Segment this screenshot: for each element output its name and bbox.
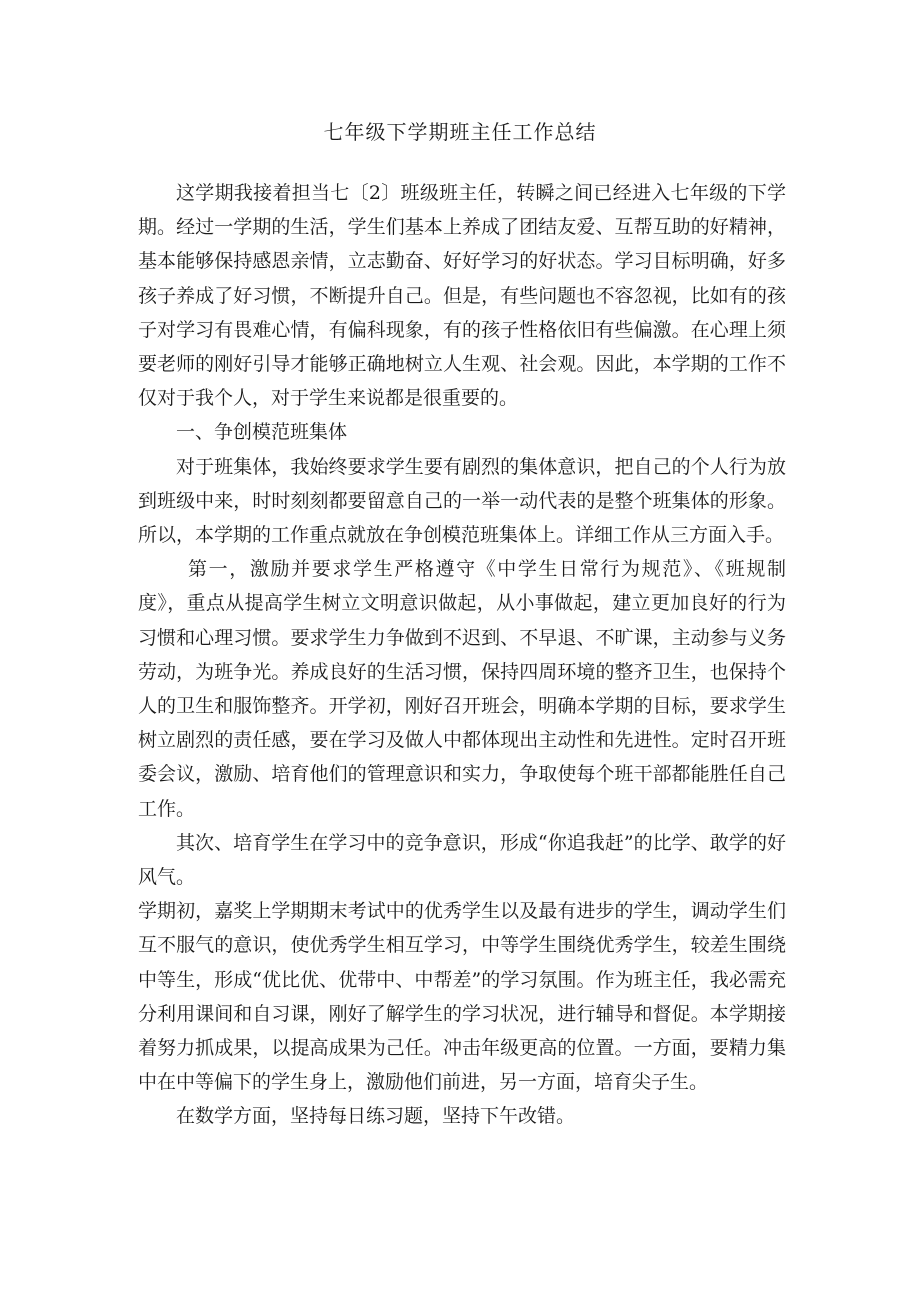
document-title: 七年级下学期班主任工作总结 (323, 120, 597, 144)
section-heading-1: 一、争创模范班集体 (176, 421, 348, 444)
paragraph-math: 在数学方面，坚持每日练习题，坚持下午改错。 (176, 1105, 576, 1128)
paragraph-second-point: 其次、培育学生在学习中的竞争意识，形成“你追我赶”的比学、敢学的好风气。 (138, 831, 786, 889)
paragraph-first-point: 第一，激励并要求学生严格遵守《中学生日常行为规范》、《班规制度》，重点从提高学生树立文明意识做起，从小事做起，建立更加良好的行为习惯和心理习惯。要求学生力争做到不迟到、不早退、不旷课，主动参与义务劳动，为班争光。养成良好的生活习惯，保持四周环境的整齐卫生，也保持个人的卫生和服饰整齐。开学初，刚好召开班会，明确本学期的目标，要求学生树立剧烈的责任感，要在学习及做人中都体现出主动性和先进性。定时召开班委会议，激励、培育他们的管理意识和实力，争取使每个班干部都能胜任自己工作。 (138, 558, 786, 820)
paragraph-class-collective: 对于班集体，我始终要求学生要有剧烈的集体意识，把自己的个人行为放到班级中来，时时刻刻都要留意自己的一举一动代表的是整个班集体的形象。所以，本学期的工作重点就放在争创模范班集体上。详细工作从三方面入手。 (138, 455, 786, 547)
document-body (138, 176, 786, 1134)
paragraph-semester-start: 学期初，嘉奖上学期期末考试中的优秀学生以及最有进步的学生，调动学生们互不服气的意识，使优秀学生相互学习，中等学生围绕优秀学生，较差生围绕中等生，形成“优比优、优带中、中帮差”的学习氛围。作为班主任，我必需充分利用课间和自习课，刚好了解学生的学习状况，进行辅导和督促。本学期接着努力抓成果，以提高成果为己任。冲击年级更高的位置。一方面，要精力集中在中等偏下的学生身上，激励他们前进，另一方面，培育尖子生。 (138, 900, 786, 1094)
paragraph-intro: 这学期我接着担当七〔2〕班级班主任，转瞬之间已经进入七年级的下学期。经过一学期的生活，学生们基本上养成了团结友爱、互帮互助的好精神，基本能够保持感恩亲情，立志勤奋、好好学习的好状态。学习目标明确，好多孩子养成了好习惯，不断提升自己。但是，有些问题也不容忽视，比如有的孩子对学习有畏难心情，有偏科现象，有的孩子性格依旧有些偏激。在心理上须要老师的刚好引导才能够正确地树立人生观、社会观。因此，本学期的工作不仅对于我个人，对于学生来说都是很重要的。 (138, 182, 786, 410)
